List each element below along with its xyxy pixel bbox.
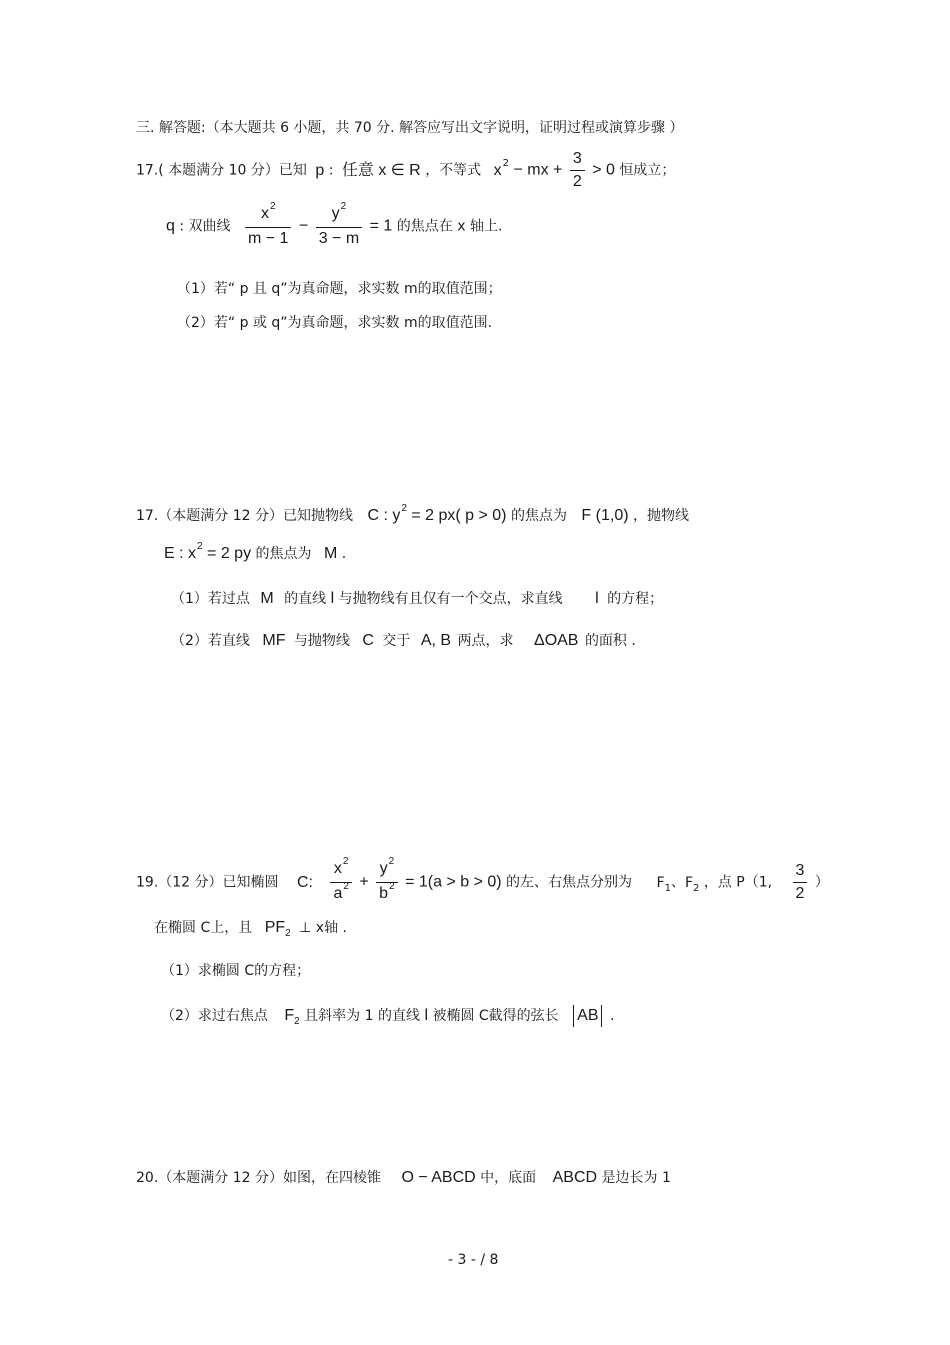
q17b-lead: 17.（本题满分 12 分）已知抛物线 bbox=[136, 508, 353, 524]
q17b-c-eq: C : $y^2 = 2$ px( p > 0) bbox=[367, 503, 507, 524]
q19-part1: （1）求椭圆 C的方程； bbox=[161, 963, 311, 979]
q17b-part2: （2）若直线 MF 与抛物线 C 交于 A, B 两点，求 ΔOAB 的面积 . bbox=[171, 632, 636, 649]
q19-frac-y: $\frac{y^2}{b^2}$ bbox=[376, 860, 397, 905]
q19-text1: 的左、右焦点分别为 bbox=[506, 874, 633, 891]
q19-line2: 在椭圆 C上，且 $PF_2$ ⊥ x轴 . bbox=[154, 919, 347, 939]
q19-pf: $PF_2$ bbox=[264, 919, 291, 939]
q17a-p: p bbox=[315, 161, 325, 179]
q17a-tail: 恒成立； bbox=[619, 162, 676, 179]
q17a-q-text: : 双曲线 bbox=[179, 218, 231, 235]
q19-f2: $F_2$ bbox=[684, 874, 700, 894]
q19-line1: 19.（12 分）已知椭圆 C: $\frac{x^2}{a^2}$ + $\frac{y^2}{b^2}$ = 1(a > b > 0) 的左、右焦点分别为 $F_1$、$F_2$ ，点 P（1, $\frac{3}{2}$ ） bbox=[136, 860, 829, 905]
q19-close: ） bbox=[814, 874, 829, 891]
q17b-line1 bbox=[136, 503, 689, 528]
q17b-m-pt: M . bbox=[323, 545, 347, 562]
q19-lead: 19.（12 分）已知椭圆 bbox=[136, 874, 279, 891]
q17a-line1 bbox=[136, 150, 675, 191]
q17b-focus: F (1,0) bbox=[581, 507, 629, 524]
q19-part2: （2）求过右焦点 $F_2$ 且斜率为 1 的直线 l 被椭圆 C截得的弦长 AB . bbox=[161, 1007, 615, 1027]
q17a-frac1 bbox=[245, 201, 291, 248]
q17b-e-eq: E : $x^2 = 2$ py bbox=[164, 541, 252, 562]
section-heading: 三. 解答题:（本大题共 6 小题，共 70 分. 解答应写出文字说明，证明过程或演算步骤 ） bbox=[136, 120, 684, 136]
q20-line1: 20.（本题满分 12 分）如图，在四棱锥 O − ABCD 中，底面 ABCD 是边长为 1 bbox=[136, 1169, 671, 1186]
q19-c: C: bbox=[296, 873, 313, 891]
q17b-line2 bbox=[164, 541, 347, 566]
q17a-lead: 17.( 本题满分 10 分）已知 bbox=[136, 162, 307, 179]
q19-eq: = 1(a > b > 0) bbox=[405, 873, 502, 891]
q17a-q: q bbox=[166, 217, 175, 235]
q17a-eq1: = 1 bbox=[369, 217, 393, 235]
q17a-forall: 任意 x ∈ R bbox=[341, 161, 421, 179]
q17a-frac-num: 3 bbox=[572, 150, 582, 167]
q20-base: ABCD bbox=[552, 1169, 598, 1186]
page-number: - 3 - / 8 bbox=[448, 1252, 499, 1268]
q19-point: ，点 P（1, bbox=[703, 874, 773, 891]
q17a-x: x bbox=[493, 161, 502, 179]
q17a-frac2 bbox=[316, 201, 362, 248]
abs-bar-left bbox=[573, 1005, 574, 1027]
q19-frac-x: $\frac{x^2}{a^2}$ bbox=[330, 860, 351, 905]
q17a-frac2-den: 3 − m bbox=[316, 227, 362, 248]
q17b-focus-text: 的焦点为 bbox=[510, 508, 567, 524]
q17a-minus-mx: − mx + bbox=[513, 161, 563, 179]
q17a-frac-den: 2 bbox=[570, 170, 585, 191]
q17b-tail: ，抛物线 bbox=[633, 508, 689, 524]
q19-ab: AB bbox=[577, 1007, 599, 1024]
q17a-frac1-num: $x^2$ bbox=[260, 201, 276, 222]
q17a-part1: （1）若“ p 且 q”为真命题，求实数 m的取值范围； bbox=[177, 281, 502, 297]
q17a-exp: 2 bbox=[502, 157, 510, 169]
q17a-ineq-text: ，不等式 bbox=[425, 162, 482, 179]
q17a-q-tail: 的焦点在 x 轴上. bbox=[396, 218, 503, 235]
q17a-colon: : bbox=[328, 162, 334, 179]
q17a-fraction bbox=[570, 150, 585, 191]
q17b-e-tail: 的焦点为 bbox=[255, 546, 312, 562]
q17b-part1: （1）若过点 M 的直线 l 与抛物线有且仅有一个交点，求直线 l 的方程； bbox=[171, 590, 664, 607]
q17a-gt0: > 0 bbox=[592, 161, 615, 179]
abs-bar-right bbox=[601, 1005, 602, 1027]
q20-pyramid: O − ABCD bbox=[401, 1169, 476, 1186]
q17a-minus: − bbox=[298, 217, 309, 235]
q19-frac-p: $\frac{3}{2}$ bbox=[793, 862, 808, 903]
q19-f1: $F_1$ bbox=[656, 874, 671, 894]
q17a-frac2-num: $y^2$ bbox=[331, 201, 347, 222]
q17a-line2 bbox=[166, 201, 503, 248]
q17a-frac1-den: m − 1 bbox=[245, 227, 291, 248]
q17a-part2: （2）若“ p 或 q”为真命题，求实数 m的取值范围. bbox=[177, 315, 493, 331]
q19-plus: + bbox=[359, 873, 369, 891]
